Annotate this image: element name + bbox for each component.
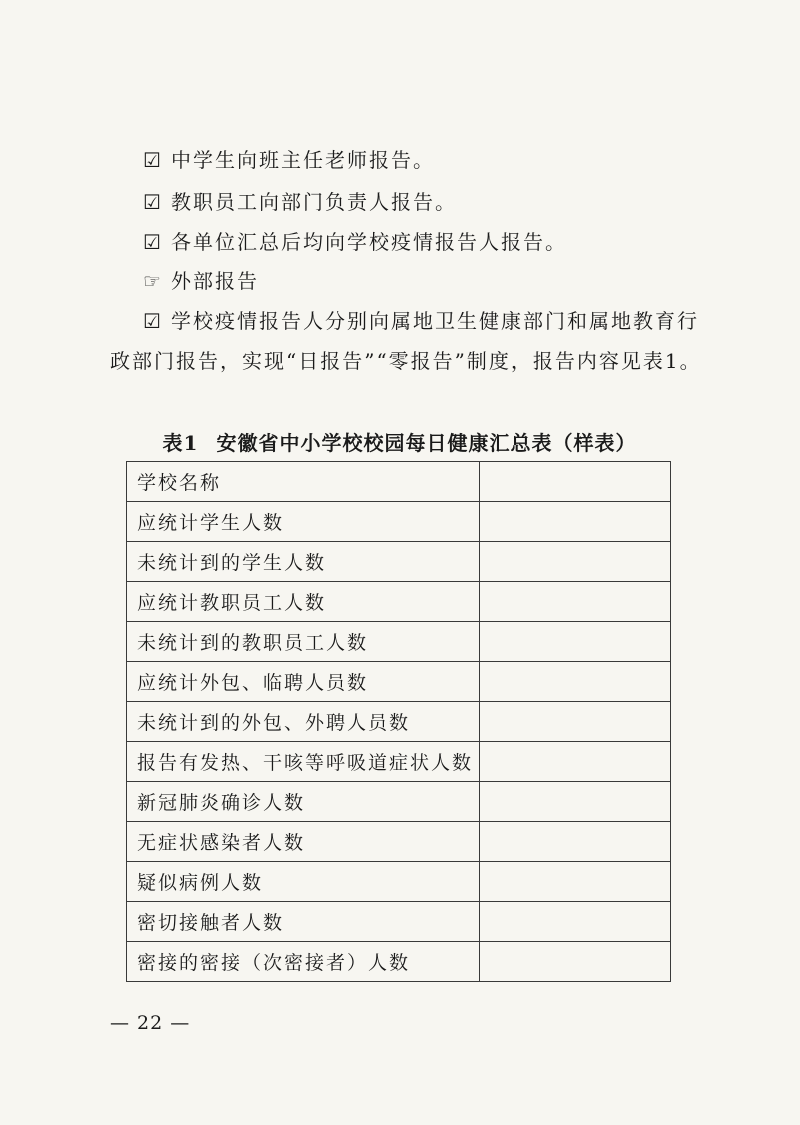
row-value	[480, 942, 671, 982]
row-value	[480, 622, 671, 662]
table-row	[127, 462, 671, 502]
table-body	[127, 462, 671, 982]
row-label: 密接的密接（次密接者）人数	[127, 942, 480, 982]
row-value	[480, 782, 671, 822]
table-number: 表1	[162, 431, 199, 455]
checkbox-checked-icon: ☑	[143, 148, 163, 172]
paragraph-text: 外部报告	[171, 269, 259, 293]
paragraph-text: 教职员工向部门负责人报告。	[171, 190, 457, 214]
row-value	[480, 742, 671, 782]
page-number: — 22 —	[110, 1012, 191, 1034]
row-label: 应统计教职员工人数	[127, 582, 480, 622]
row-value	[480, 902, 671, 942]
paragraph-text: 政部门报告，实现“日报告”“零报告”制度，报告内容见表1。	[110, 349, 702, 373]
row-label: 密切接触者人数	[127, 902, 480, 942]
table-row	[127, 622, 671, 662]
table-row	[127, 702, 671, 742]
paragraph-line	[143, 227, 567, 257]
row-value	[480, 582, 671, 622]
paragraph-line	[143, 145, 435, 175]
row-label: 应统计学生人数	[127, 502, 480, 542]
table-row	[127, 742, 671, 782]
row-label: 未统计到的教职员工人数	[127, 622, 480, 662]
table-row	[127, 822, 671, 862]
paragraph-text: 学校疫情报告人分别向属地卫生健康部门和属地教育行	[171, 309, 699, 333]
paragraph-line	[143, 306, 699, 336]
paragraph-line	[143, 187, 457, 217]
row-value	[480, 822, 671, 862]
table-caption	[127, 427, 672, 456]
health-summary-table	[126, 461, 671, 982]
checkbox-checked-icon: ☑	[143, 230, 163, 254]
table-row	[127, 542, 671, 582]
table-title: 安徽省中小学校校园每日健康汇总表（样表）	[216, 431, 637, 455]
row-value	[480, 462, 671, 502]
row-label: 未统计到的学生人数	[127, 542, 480, 582]
row-label: 学校名称	[127, 462, 480, 502]
row-value	[480, 702, 671, 742]
row-label: 未统计到的外包、外聘人员数	[127, 702, 480, 742]
table-row	[127, 502, 671, 542]
row-value	[480, 862, 671, 902]
row-label: 疑似病例人数	[127, 862, 480, 902]
paragraph-continuation	[110, 346, 702, 376]
table-row	[127, 582, 671, 622]
paragraph-text: 各单位汇总后均向学校疫情报告人报告。	[171, 230, 567, 254]
row-label: 应统计外包、临聘人员数	[127, 662, 480, 702]
table-row	[127, 942, 671, 982]
pointing-hand-icon: ☞	[143, 269, 163, 293]
table-row	[127, 902, 671, 942]
row-label: 无症状感染者人数	[127, 822, 480, 862]
table-row	[127, 862, 671, 902]
paragraph-text: 中学生向班主任老师报告。	[171, 148, 435, 172]
checkbox-checked-icon: ☑	[143, 309, 163, 333]
checkbox-checked-icon: ☑	[143, 190, 163, 214]
row-value	[480, 542, 671, 582]
row-label: 新冠肺炎确诊人数	[127, 782, 480, 822]
row-value	[480, 662, 671, 702]
row-value	[480, 502, 671, 542]
row-label: 报告有发热、干咳等呼吸道症状人数	[127, 742, 480, 782]
paragraph-line	[143, 266, 259, 296]
table-row	[127, 662, 671, 702]
table-row	[127, 782, 671, 822]
